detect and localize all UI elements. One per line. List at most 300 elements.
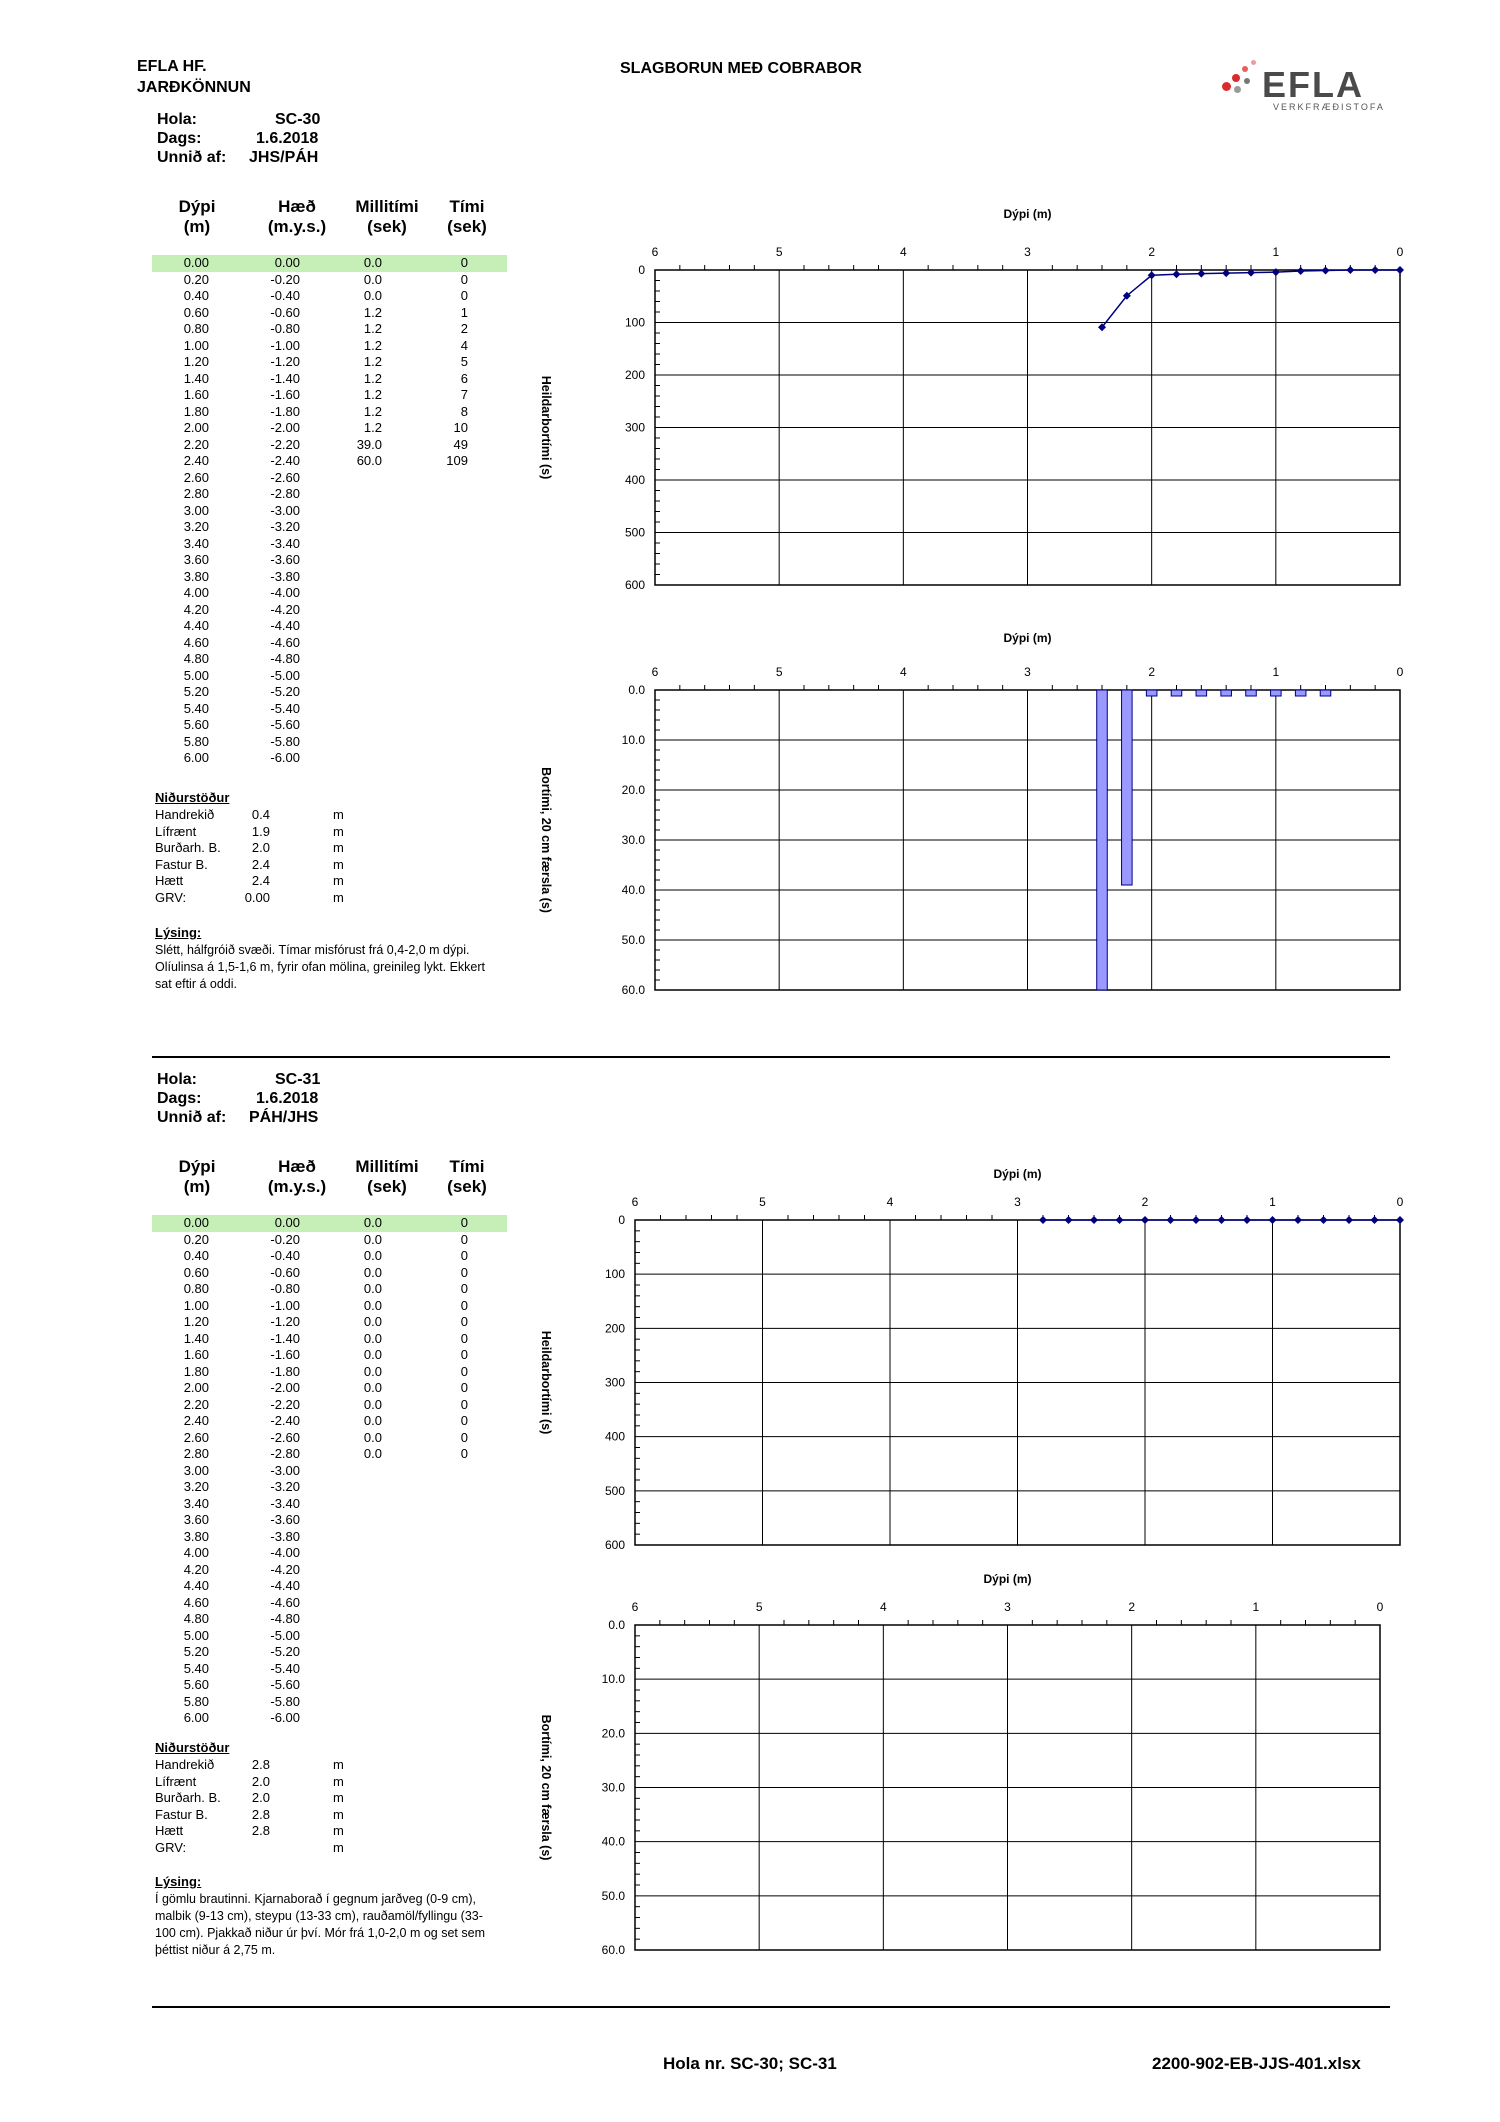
cell-timi: 8: [460, 403, 468, 419]
y-tick-label: 0.0: [628, 683, 645, 697]
cell-dypi: 3.80: [183, 568, 209, 584]
y-tick-label: 200: [624, 368, 645, 382]
data-point: [1197, 270, 1205, 278]
cell-haed: -4.60: [270, 1594, 300, 1610]
cell-timi: 0: [460, 288, 468, 303]
hola-value: SC-31: [275, 1071, 321, 1088]
interval-time-chart-1: [520, 620, 1404, 1000]
y-tick-label: 0.0: [608, 1618, 625, 1632]
bar: [1246, 690, 1257, 696]
data-point: [1297, 267, 1305, 275]
cell-haed: -2.40: [270, 453, 300, 468]
cell-dypi: 2.60: [183, 469, 209, 485]
y-tick-label: 60.0: [621, 983, 645, 997]
table-row: [152, 437, 507, 454]
cell-dypi: 2.40: [183, 1413, 209, 1428]
table-row: [152, 1529, 507, 1546]
table-row: [152, 1611, 507, 1628]
table-row: [152, 717, 507, 734]
x-tick-label: 6: [651, 245, 659, 259]
result-row: [155, 1790, 355, 1807]
efla-logo: [1220, 56, 1385, 118]
table-row: [152, 1298, 507, 1315]
cell-dypi: 3.60: [183, 1512, 209, 1527]
table-row: [152, 1710, 507, 1727]
data-point: [1141, 1216, 1149, 1224]
cell-haed: -3.00: [270, 1462, 300, 1478]
cell-timi: 0: [460, 1380, 468, 1395]
footer-divider: [152, 2006, 1390, 2008]
table-row: [152, 684, 507, 701]
result-label: Lífrænt: [155, 823, 197, 839]
cell-haed: -5.20: [270, 1644, 300, 1659]
table-row: [152, 1364, 507, 1381]
cell-timi: 109: [446, 453, 468, 468]
cell-timi: 0: [460, 1413, 468, 1428]
table-row: [152, 255, 507, 272]
data-point: [1173, 270, 1181, 278]
table-row: [152, 1479, 507, 1496]
cell-haed: -1.60: [270, 1347, 300, 1362]
col-timi-unit: (sek): [447, 217, 487, 236]
description-title-1: Lýsing:: [155, 925, 202, 940]
table-row: [152, 1331, 507, 1348]
table-row: [152, 1347, 507, 1364]
cell-timi: 0: [460, 1231, 468, 1247]
table-row: [152, 404, 507, 421]
table-row: [152, 272, 507, 289]
cell-millitimi: 0.0: [363, 1347, 382, 1362]
result-unit: m: [333, 840, 344, 855]
cell-dypi: 0.40: [183, 288, 209, 303]
col-haed: Hæð: [278, 1157, 316, 1176]
y-tick-label: 50.0: [621, 933, 645, 947]
table-row: [152, 701, 507, 718]
x-tick-label: 0: [1396, 1195, 1404, 1209]
cell-haed: -4.40: [270, 1578, 300, 1593]
cell-haed: -1.20: [270, 354, 300, 369]
cell-haed: -3.20: [270, 519, 300, 534]
result-unit: m: [333, 1839, 344, 1855]
y-tick-label: 20.0: [621, 783, 645, 797]
x-axis-title: Dýpi (m): [993, 1167, 1042, 1181]
unnid-value: PÁH/JHS: [249, 1109, 319, 1126]
cell-millitimi: 1.2: [363, 387, 382, 402]
cell-haed: -2.20: [270, 436, 300, 452]
cell-dypi: 0.40: [183, 1248, 209, 1263]
cell-timi: 49: [453, 436, 468, 452]
cell-timi: 1: [460, 304, 468, 320]
result-unit: m: [333, 873, 344, 888]
x-tick-label: 6: [631, 1600, 639, 1614]
cell-millitimi: 0.0: [363, 1363, 382, 1379]
cell-haed: -2.60: [270, 469, 300, 485]
logo-text: EFLA: [1262, 64, 1364, 105]
cell-dypi: 0.60: [183, 1264, 209, 1280]
cell-millitimi: 0.0: [363, 1215, 382, 1230]
cell-dypi: 2.80: [183, 486, 209, 501]
table-row: [152, 453, 507, 470]
cell-dypi: 0.60: [183, 304, 209, 320]
cell-haed: -2.00: [270, 1380, 300, 1395]
result-row: [155, 807, 355, 824]
cell-dypi: 1.00: [183, 1297, 209, 1313]
cell-haed: -2.20: [270, 1396, 300, 1412]
data-point: [1065, 1216, 1073, 1224]
y-tick-label: 100: [604, 1267, 625, 1282]
y-tick-label: 500: [604, 1483, 625, 1498]
y-tick-label: 100: [624, 315, 645, 330]
bar: [1295, 690, 1306, 696]
cumulative-time-chart-2: [520, 1160, 1404, 1560]
result-label: GRV:: [155, 889, 187, 905]
col-haed-unit: (m.y.s.): [267, 1177, 327, 1196]
col-timi: Tími: [449, 1157, 485, 1176]
cell-dypi: 1.00: [183, 337, 209, 353]
cell-haed: -3.60: [270, 1512, 300, 1527]
y-axis-title: Heildarbortími (s): [539, 375, 553, 480]
cell-millitimi: 0.0: [363, 1396, 382, 1412]
cell-haed: -5.80: [270, 1693, 300, 1709]
cell-dypi: 0.20: [183, 1231, 209, 1247]
cell-millitimi: 1.2: [363, 354, 382, 369]
cell-haed: -6.00: [270, 1710, 300, 1725]
table-row: [152, 321, 507, 338]
cell-dypi: 1.20: [183, 354, 209, 369]
x-tick-label: 0: [1376, 1600, 1384, 1614]
cell-millitimi: 1.2: [363, 420, 382, 435]
cell-timi: 0: [460, 1396, 468, 1412]
cell-millitimi: 39.0: [356, 436, 382, 452]
result-value: 2.8: [251, 1806, 270, 1822]
table-row: [152, 1694, 507, 1711]
cell-haed: -4.00: [270, 585, 300, 600]
cell-timi: 2: [460, 321, 468, 336]
cell-dypi: 3.20: [183, 1479, 209, 1494]
cell-haed: -6.00: [270, 750, 300, 765]
x-tick-label: 2: [1141, 1195, 1149, 1209]
cell-millitimi: 0.0: [363, 1446, 382, 1461]
cell-haed: -0.20: [270, 271, 300, 287]
x-tick-label: 4: [899, 665, 907, 679]
cell-haed: -5.40: [270, 1660, 300, 1676]
table-row: [152, 585, 507, 602]
cell-timi: 0: [460, 271, 468, 287]
cell-dypi: 0.00: [183, 1215, 209, 1230]
dags-value: 1.6.2018: [256, 130, 319, 147]
result-unit: m: [333, 1773, 344, 1789]
x-tick-label: 2: [1128, 1600, 1136, 1614]
cell-dypi: 4.20: [183, 1561, 209, 1577]
cell-millitimi: 0.0: [363, 1380, 382, 1395]
x-tick-label: 5: [775, 245, 783, 259]
result-unit: m: [333, 856, 344, 872]
cell-millitimi: 0.0: [363, 1429, 382, 1445]
table-row: [152, 651, 507, 668]
result-row: [155, 890, 355, 907]
cell-dypi: 1.20: [183, 1314, 209, 1329]
y-tick-label: 200: [604, 1321, 625, 1336]
footer-filename: 2200-902-EB-JJS-401.xlsx: [1152, 2054, 1361, 2073]
cell-haed: -0.40: [270, 1248, 300, 1263]
result-value: 2.8: [251, 1823, 270, 1838]
cell-haed: -2.00: [270, 420, 300, 435]
table-row: [152, 602, 507, 619]
cell-haed: -3.20: [270, 1479, 300, 1494]
table-row: [152, 734, 507, 751]
table-row: [152, 750, 507, 767]
cell-haed: -5.00: [270, 1627, 300, 1643]
y-tick-label: 300: [604, 1375, 625, 1390]
result-row: [155, 1757, 355, 1774]
table-row: [152, 1380, 507, 1397]
hola-value: SC-30: [275, 111, 321, 128]
results-title-1: Niðurstöður: [155, 790, 230, 805]
cell-timi: 0: [460, 1314, 468, 1329]
data-point: [1396, 1216, 1404, 1224]
cell-timi: 0: [460, 1429, 468, 1445]
cell-haed: -4.20: [270, 601, 300, 617]
y-tick-label: 500: [624, 525, 645, 540]
cell-dypi: 2.20: [183, 1396, 209, 1412]
y-tick-label: 600: [624, 578, 645, 592]
table-row: [152, 1397, 507, 1414]
cell-timi: 0: [460, 1248, 468, 1263]
department-name: JARÐKÖNNUN: [137, 79, 251, 96]
hola-label: Hola:: [157, 1071, 197, 1088]
cell-dypi: 1.60: [183, 387, 209, 402]
cell-haed: -1.20: [270, 1314, 300, 1329]
table-row: [152, 519, 507, 536]
cell-haed: -3.40: [270, 1495, 300, 1511]
cell-haed: -2.60: [270, 1429, 300, 1445]
table-row: [152, 503, 507, 520]
cell-dypi: 2.20: [183, 436, 209, 452]
result-value: 2.4: [251, 873, 270, 888]
cell-millitimi: 0.0: [363, 1248, 382, 1263]
cell-timi: 6: [460, 370, 468, 386]
cell-timi: 0: [460, 1215, 468, 1230]
cell-haed: -5.20: [270, 684, 300, 699]
cell-dypi: 2.00: [183, 1380, 209, 1395]
x-tick-label: 0: [1396, 665, 1404, 679]
cell-dypi: 3.40: [183, 535, 209, 551]
cell-haed: -1.80: [270, 1363, 300, 1379]
cell-millitimi: 0.0: [363, 1330, 382, 1346]
result-label: Handrekið: [155, 1757, 215, 1772]
table-row: [152, 1430, 507, 1447]
cell-millitimi: 0.0: [363, 255, 382, 270]
drilling-table-2: [152, 1215, 507, 1727]
x-tick-label: 3: [1024, 245, 1031, 259]
cell-dypi: 6.00: [183, 1710, 209, 1725]
table-row: [152, 1661, 507, 1678]
cell-dypi: 5.00: [183, 667, 209, 683]
cell-millitimi: 0.0: [363, 1314, 382, 1329]
cell-timi: 10: [453, 420, 468, 435]
bar: [1171, 690, 1182, 696]
table-row: [152, 552, 507, 569]
data-point: [1320, 1216, 1328, 1224]
data-point: [1322, 267, 1330, 275]
bar: [1320, 690, 1331, 696]
data-point: [1116, 1216, 1124, 1224]
cell-haed: -1.00: [270, 1297, 300, 1313]
y-tick-label: 400: [604, 1429, 625, 1444]
data-point: [1396, 266, 1404, 274]
table-row: [152, 420, 507, 437]
cell-dypi: 5.60: [183, 717, 209, 732]
cell-haed: -0.20: [270, 1231, 300, 1247]
footer-hole-ref: Hola nr. SC-30; SC-31: [663, 2054, 837, 2073]
table-row: [152, 387, 507, 404]
result-label: Fastur B.: [155, 856, 208, 872]
cell-haed: -3.00: [270, 502, 300, 518]
cell-dypi: 4.00: [183, 1545, 209, 1560]
cell-dypi: 5.00: [183, 1627, 209, 1643]
result-unit: m: [333, 1823, 344, 1838]
result-value: 2.0: [251, 840, 270, 855]
cell-dypi: 4.40: [183, 1578, 209, 1593]
col-dypi-unit: (m): [183, 1177, 211, 1196]
result-label: Fastur B.: [155, 1806, 208, 1822]
table-header-2: [157, 1157, 517, 1201]
result-row: [155, 1840, 355, 1857]
cell-timi: 5: [460, 354, 468, 369]
cell-dypi: 1.40: [183, 370, 209, 386]
y-tick-label: 30.0: [621, 833, 645, 847]
table-row: [152, 635, 507, 652]
col-dypi: Dýpi: [178, 1157, 216, 1176]
x-tick-label: 1: [1252, 1600, 1260, 1614]
cell-dypi: 0.80: [183, 1281, 209, 1296]
result-unit: m: [333, 807, 344, 822]
y-tick-label: 0: [638, 263, 645, 277]
x-tick-label: 5: [775, 665, 783, 679]
result-label: Burðarh. B.: [155, 840, 221, 855]
data-point: [1345, 1216, 1353, 1224]
y-tick-label: 50.0: [601, 1888, 625, 1903]
result-label: Burðarh. B.: [155, 1790, 221, 1805]
cell-haed: -0.40: [270, 288, 300, 303]
unnid-label: Unnið af:: [157, 1109, 227, 1126]
cell-dypi: 5.80: [183, 1693, 209, 1709]
table-row: [152, 569, 507, 586]
cell-timi: 0: [460, 1363, 468, 1379]
bar: [1271, 690, 1282, 696]
cell-dypi: 2.80: [183, 1446, 209, 1461]
table-row: [152, 1446, 507, 1463]
cell-millitimi: 1.2: [363, 403, 382, 419]
result-row: [155, 857, 355, 874]
cell-timi: 0: [460, 1446, 468, 1461]
cell-dypi: 4.00: [183, 585, 209, 600]
unnid-label: Unnið af:: [157, 149, 227, 166]
cell-haed: -4.80: [270, 1611, 300, 1626]
table-row: [152, 288, 507, 305]
table-row: [152, 1248, 507, 1265]
result-value: 2.0: [251, 1773, 270, 1789]
cell-haed: -2.80: [270, 1446, 300, 1461]
series-line: [1102, 270, 1400, 327]
cell-haed: -1.00: [270, 337, 300, 353]
col-millitimi-unit: (sek): [367, 217, 407, 236]
cell-timi: 0: [460, 1347, 468, 1362]
table-header-1: [157, 197, 517, 241]
cell-dypi: 0.00: [183, 255, 209, 270]
cell-millitimi: 0.0: [363, 271, 382, 287]
result-row: [155, 1823, 355, 1840]
y-tick-label: 0: [618, 1213, 625, 1227]
data-point: [1090, 1216, 1098, 1224]
cell-haed: -4.60: [270, 634, 300, 650]
bar: [1122, 690, 1133, 885]
description-text-1: Slétt, hálfgróið svæði. Tímar misfórust frá 0,4-2,0 m dýpi. Olíulinsa á 1,5-1,6 m, fyrir ofan mölina, greinileg lykt. Ekkert sat eftir á oddi.: [155, 943, 485, 991]
cell-dypi: 3.40: [183, 1495, 209, 1511]
y-tick-label: 60.0: [601, 1943, 625, 1957]
cell-dypi: 5.60: [183, 1677, 209, 1692]
cell-haed: -0.60: [270, 1264, 300, 1280]
cell-millitimi: 60.0: [356, 453, 382, 468]
cell-timi: 0: [460, 255, 468, 270]
cell-haed: -5.60: [270, 717, 300, 732]
data-point: [1243, 1216, 1251, 1224]
cell-dypi: 0.80: [183, 321, 209, 336]
table-row: [152, 1215, 507, 1232]
table-row: [152, 1578, 507, 1595]
y-tick-label: 30.0: [601, 1780, 625, 1795]
x-tick-label: 3: [1014, 1195, 1021, 1209]
result-value: 2.4: [251, 856, 270, 872]
cell-dypi: 6.00: [183, 750, 209, 765]
x-tick-label: 2: [1148, 665, 1156, 679]
x-tick-label: 2: [1148, 245, 1156, 259]
table-row: [152, 354, 507, 371]
cell-millitimi: 1.2: [363, 321, 382, 336]
cell-millitimi: 0.0: [363, 1264, 382, 1280]
y-axis-title: Bortími, 20 cm færsla (s): [539, 767, 553, 913]
cell-dypi: 3.80: [183, 1528, 209, 1544]
col-millitimi: Millitími: [355, 197, 419, 216]
drilling-table-1: [152, 255, 507, 767]
data-point: [1371, 266, 1379, 274]
cell-dypi: 2.00: [183, 420, 209, 435]
cell-dypi: 3.00: [183, 502, 209, 518]
table-row: [152, 668, 507, 685]
table-row: [152, 1413, 507, 1430]
cell-haed: -0.80: [270, 321, 300, 336]
cell-dypi: 4.60: [183, 1594, 209, 1610]
cell-dypi: 5.80: [183, 733, 209, 749]
dags-label: Dags:: [157, 1090, 202, 1107]
y-tick-label: 300: [624, 420, 645, 435]
col-dypi-unit: (m): [183, 217, 211, 236]
result-row: [155, 1774, 355, 1791]
y-axis-title: Heildarbortími (s): [539, 1330, 553, 1435]
x-tick-label: 6: [631, 1195, 639, 1209]
bar: [1221, 690, 1232, 696]
cell-dypi: 4.80: [183, 651, 209, 666]
cell-haed: -0.60: [270, 304, 300, 320]
dags-value: 1.6.2018: [256, 1090, 319, 1107]
table-row: [152, 1281, 507, 1298]
table-row: [152, 618, 507, 635]
result-unit: m: [333, 1806, 344, 1822]
result-value: 0.00: [244, 889, 270, 905]
cell-haed: -1.40: [270, 1330, 300, 1346]
data-point: [1218, 1216, 1226, 1224]
result-value: 2.0: [251, 1790, 270, 1805]
